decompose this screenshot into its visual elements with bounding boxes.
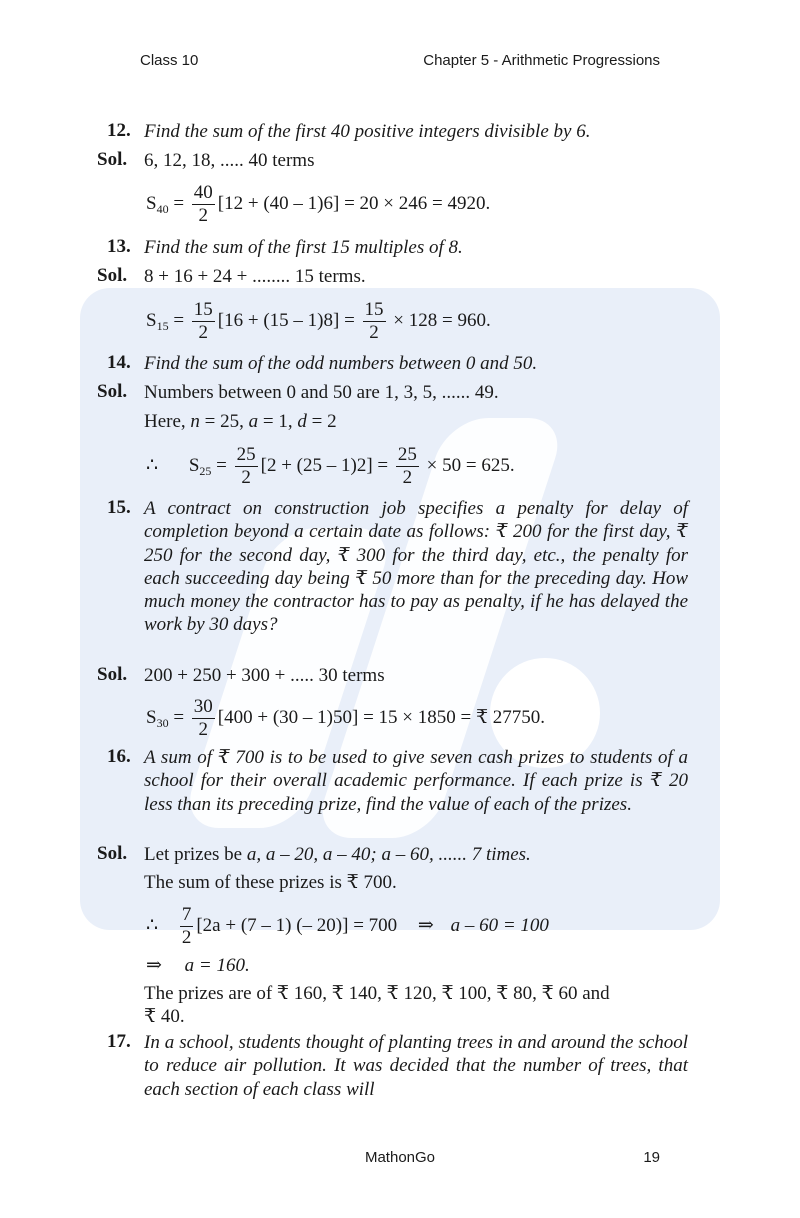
equals: =: [173, 192, 185, 214]
question-text: Find the sum of the odd numbers between 0 and 50.: [144, 353, 538, 374]
question-number: 16.: [107, 746, 131, 767]
sum-line: The sum of these prizes is ₹ 700.: [144, 872, 397, 893]
equation-rest: [400 + (30 – 1)50] = 15 × 1850 = ₹ 27750.: [217, 706, 546, 728]
solution-line: 8 + 16 + 24 + ........ 15 terms.: [144, 266, 366, 287]
question-number: 15.: [107, 497, 131, 518]
question-number: 14.: [107, 352, 131, 373]
equation: [146, 300, 491, 343]
question-text: A sum of ₹ 700 is to be used to give seven cash prizes to students of a school for their overall academic performance. If each prize is ₹ 20 less than its preceding prize, find the value of each of the prizes.: [144, 747, 688, 815]
page-number: 19: [643, 1149, 660, 1166]
equation-mid: [16 + (15 – 1)8] =: [217, 309, 355, 331]
therefore-symbol: ∴: [146, 914, 159, 936]
equation: [146, 905, 549, 948]
header-class: Class 10: [140, 52, 199, 69]
prizes-line: The prizes are of ₹ 160, ₹ 140, ₹ 120, ₹ 100, ₹ 80, ₹ 60 and: [144, 983, 610, 1004]
solution-line: 200 + 250 + 300 + ..... 30 terms: [144, 665, 385, 686]
sol-label: Sol.: [97, 664, 128, 685]
variables-line: Here, n = 25, a = 1, d = 2: [144, 411, 337, 432]
equation: [146, 445, 515, 488]
sum-symbol: $S_{25}$: [188, 454, 212, 478]
equation-rest: [12 + (40 – 1)6] = 20 × 246 = 4920.: [217, 192, 491, 214]
fraction: $\frac{40}{2}$: [193, 182, 213, 226]
equation: [146, 183, 490, 226]
equation-part: a = 160.: [184, 955, 250, 976]
prizes-line: ₹ 40.: [144, 1006, 185, 1027]
fraction: $\frac{25}{2}$: [236, 444, 256, 488]
equation: [146, 697, 545, 740]
solution-line: 6, 12, 18, ..... 40 terms: [144, 150, 315, 171]
therefore-symbol: ∴: [146, 454, 159, 476]
question-number: 13.: [107, 236, 131, 257]
implies-symbol: ⇒: [417, 914, 434, 936]
sum-symbol: $S_{15}$: [146, 309, 169, 333]
fraction: $\frac{7}{2}$: [181, 904, 192, 948]
question-text: A contract on construction job specifies a penalty for delay of completion beyond a certain date as follows: ₹ 200 for the first day, ₹ 250 for the second day, ₹ 300 for the third day, etc., the penalty for each succeeding day being ₹ 50 more than for the preceding day. How much money the contractor has to pay as penalty, if he has delayed the work by 30 days?: [144, 498, 688, 636]
equation: [146, 954, 250, 977]
sum-symbol: $S_{30}$: [146, 706, 169, 730]
fraction: $\frac{30}{2}$: [193, 696, 213, 740]
equation-rest: × 128 = 960.: [393, 309, 491, 331]
sol-label: Sol.: [97, 265, 128, 286]
header-chapter: Chapter 5 - Arithmetic Progressions: [423, 52, 660, 69]
footer-brand: MathonGo: [364, 1149, 436, 1166]
equals: =: [173, 706, 185, 728]
sum-symbol: $S_{40}$: [146, 192, 169, 216]
question-number: 17.: [107, 1031, 131, 1052]
equation-part: [2a + (7 – 1) (– 20)] = 700: [196, 914, 398, 936]
sol-label: Sol.: [97, 843, 128, 864]
question-number: 12.: [107, 120, 131, 141]
question-text: In a school, students thought of planting trees in and around the school to reduce air pollution. It was decided that the number of trees, that each section of each class will: [144, 1032, 688, 1100]
implies-symbol: ⇒: [146, 955, 162, 976]
sol-label: Sol.: [97, 149, 128, 170]
equation-mid: [2 + (25 – 1)2] =: [260, 454, 389, 476]
equals: =: [173, 309, 185, 331]
equation-part: a – 60 = 100: [450, 914, 549, 936]
solution-line: Numbers between 0 and 50 are 1, 3, 5, ...... 49.: [144, 382, 499, 403]
solution-line: Let prizes be a, a – 20, a – 40; a – 60, ...... 7 times.: [144, 844, 531, 865]
question-text: Find the sum of the first 40 positive integers divisible by 6.: [144, 121, 591, 142]
fraction: $\frac{15}{2}$: [364, 299, 384, 343]
fraction: $\frac{15}{2}$: [193, 299, 213, 343]
equation-rest: × 50 = 625.: [426, 454, 515, 476]
equals: =: [216, 454, 227, 476]
fraction: $\frac{25}{2}$: [397, 444, 417, 488]
question-text: Find the sum of the first 15 multiples of 8.: [144, 237, 463, 258]
sol-label: Sol.: [97, 381, 128, 402]
